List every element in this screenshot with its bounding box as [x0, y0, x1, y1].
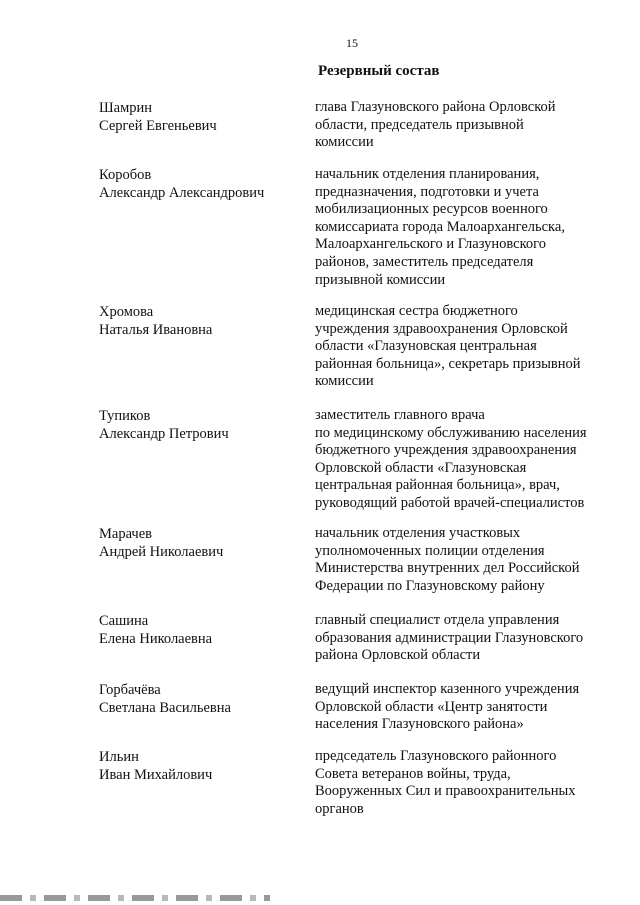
- member-role-line: Малоархангельского и Глазуновского: [315, 236, 547, 253]
- member-name-line: Коробов: [99, 167, 152, 183]
- member-name-line: Горбачёва: [99, 682, 161, 698]
- member-role-line: комиссариата города Малоархангельска,: [315, 218, 565, 235]
- member-name-line: Наталья Ивановна: [99, 322, 213, 338]
- member-role: [315, 525, 611, 595]
- member-role-line: комиссии: [315, 373, 374, 390]
- member-name-line: Шамрин: [99, 100, 153, 116]
- member-name: [99, 407, 299, 443]
- member-role-line: районов, заместитель председателя: [315, 253, 534, 270]
- member-role: [315, 303, 611, 391]
- member-name-line: Светлана Васильевна: [99, 700, 231, 716]
- member-role-line: Министерства внутренних дел Российской: [315, 560, 580, 577]
- member-name: [99, 303, 299, 339]
- member-role-line: района Орловской области: [315, 647, 481, 664]
- member-name: [99, 166, 299, 202]
- member-name: [99, 612, 299, 648]
- member-name-line: Елена Николаевна: [99, 631, 213, 647]
- member-role-line: населения Глазуновского района»: [315, 716, 524, 733]
- member-role-line: медицинская сестра бюджетного: [315, 303, 518, 319]
- member-role-line: Орловской области «Глазуновская: [315, 459, 527, 476]
- member-name-line: Иван Михайлович: [99, 767, 213, 783]
- member-name-line: Александр Петрович: [99, 426, 229, 442]
- member-name-line: Сергей Евгеньевич: [99, 118, 217, 134]
- member-role: [315, 681, 611, 734]
- member-name: [99, 525, 299, 561]
- member-role-line: Совета ветеранов войны, труда,: [315, 765, 511, 782]
- member-name: [99, 681, 299, 717]
- member-name-line: Тупиков: [99, 408, 151, 424]
- member-role-line: Орловской области «Центр занятости: [315, 698, 548, 715]
- member-role: [315, 166, 611, 289]
- page-number: 15: [346, 36, 358, 50]
- member-role-line: Вооруженных Сил и правоохранительных: [315, 783, 576, 800]
- member-role-line: бюджетного учреждения здравоохранения: [315, 442, 577, 459]
- member-role: [315, 99, 611, 152]
- member-name-line: Александр Александрович: [99, 185, 265, 201]
- member-role-line: области, председатель призывной: [315, 116, 524, 133]
- member-role-line: органов: [315, 800, 364, 817]
- member-name: [99, 748, 299, 784]
- member-role-line: руководящий работой врачей-специалистов: [315, 494, 585, 511]
- member-name-line: Сашина: [99, 613, 149, 629]
- member-role-line: главный специалист отдела управления: [315, 612, 560, 628]
- member-role-line: призывной комиссии: [315, 271, 446, 288]
- member-role-line: ведущий инспектор казенного учреждения: [315, 681, 580, 697]
- member-role-line: начальник отделения участковых: [315, 525, 521, 541]
- member-role-line: мобилизационных ресурсов военного: [315, 201, 548, 218]
- member-role-line: районная больница», секретарь призывной: [315, 355, 581, 372]
- member-role-line: учреждения здравоохранения Орловской: [315, 320, 568, 337]
- section-title: Резервный состав: [318, 63, 440, 79]
- member-name-line: Андрей Николаевич: [99, 544, 224, 560]
- scan-artifact: [0, 895, 270, 901]
- member-role-line: уполномоченных полиции отделения: [315, 542, 545, 559]
- member-role-line: начальник отделения планирования,: [315, 166, 540, 182]
- member-role-line: Федерации по Глазуновскому району: [315, 577, 545, 594]
- member-role-line: председатель Глазуновского районного: [315, 748, 557, 764]
- member-role: [315, 407, 611, 513]
- member-role-line: комиссии: [315, 134, 374, 151]
- member-role: [315, 612, 611, 665]
- member-role-line: предназначения, подготовки и учета: [315, 183, 539, 200]
- member-name-line: Хромова: [99, 304, 154, 320]
- member-role-line: области «Глазуновская центральная: [315, 338, 537, 355]
- member-name: [99, 99, 299, 135]
- member-role-line: центральная районная больница», врач,: [315, 477, 560, 494]
- member-role-line: заместитель главного врача: [315, 407, 485, 423]
- member-role: [315, 748, 611, 818]
- member-role-line: глава Глазуновского района Орловской: [315, 99, 556, 115]
- member-role-line: по медицинскому обслуживанию населения: [315, 424, 587, 441]
- member-role-line: образования администрации Глазуновского: [315, 629, 584, 646]
- member-name-line: Ильин: [99, 749, 139, 765]
- member-name-line: Марачев: [99, 526, 153, 542]
